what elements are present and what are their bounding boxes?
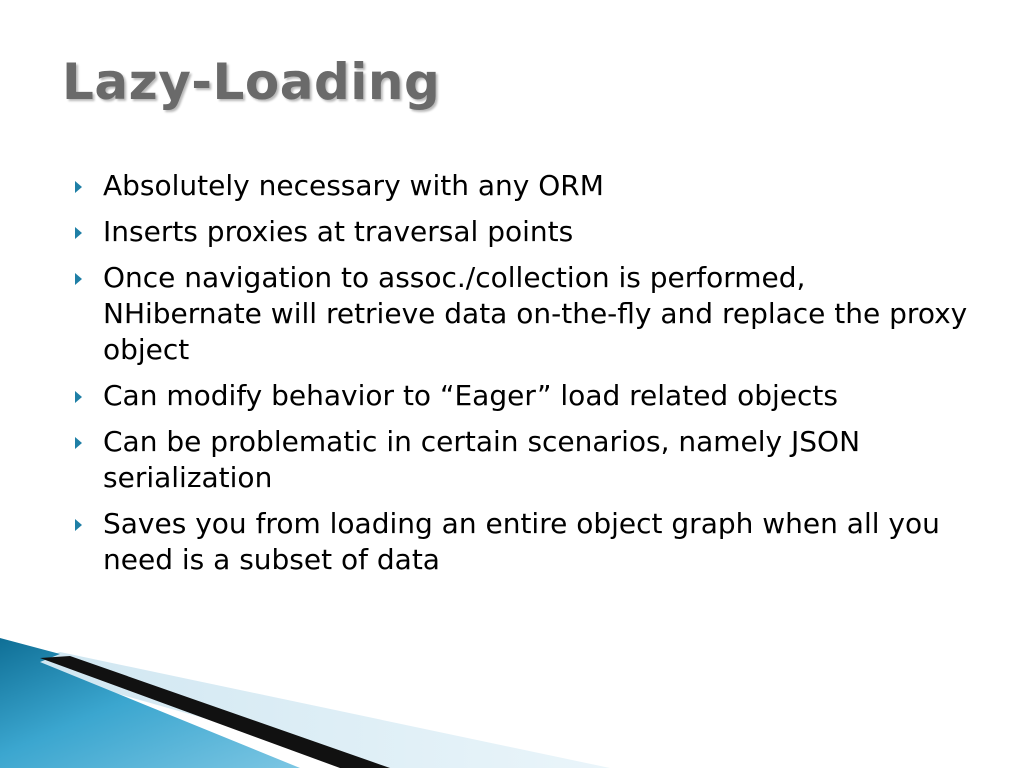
bullet-item	[72, 168, 972, 204]
bullet-list	[72, 168, 972, 588]
bullet-item	[72, 260, 972, 368]
bullet-text: Inserts proxies at traversal points	[103, 215, 574, 248]
bullet-text: Absolutely necessary with any ORM	[103, 169, 604, 202]
bullet-text: Once navigation to assoc./collection is performed, NHibernate will retrieve data on-the-fly and replace the proxy object	[103, 261, 968, 366]
decorative-swoosh	[0, 638, 1024, 768]
triangle-right-icon	[75, 273, 82, 285]
triangle-right-icon	[75, 519, 82, 531]
bullet-item	[72, 506, 972, 578]
triangle-right-icon	[75, 391, 82, 403]
slide-title: Lazy-Loading	[62, 53, 441, 111]
triangle-right-icon	[75, 181, 82, 193]
triangle-right-icon	[75, 437, 82, 449]
triangle-right-icon	[75, 227, 82, 239]
bullet-text: Can be problematic in certain scenarios, namely JSON serialization	[103, 425, 861, 494]
bullet-item	[72, 214, 972, 250]
bullet-text: Can modify behavior to “Eager” load related objects	[103, 379, 838, 412]
bullet-text: Saves you from loading an entire object graph when all you need is a subset of data	[103, 507, 940, 576]
bullet-item	[72, 378, 972, 414]
bullet-item	[72, 424, 972, 496]
